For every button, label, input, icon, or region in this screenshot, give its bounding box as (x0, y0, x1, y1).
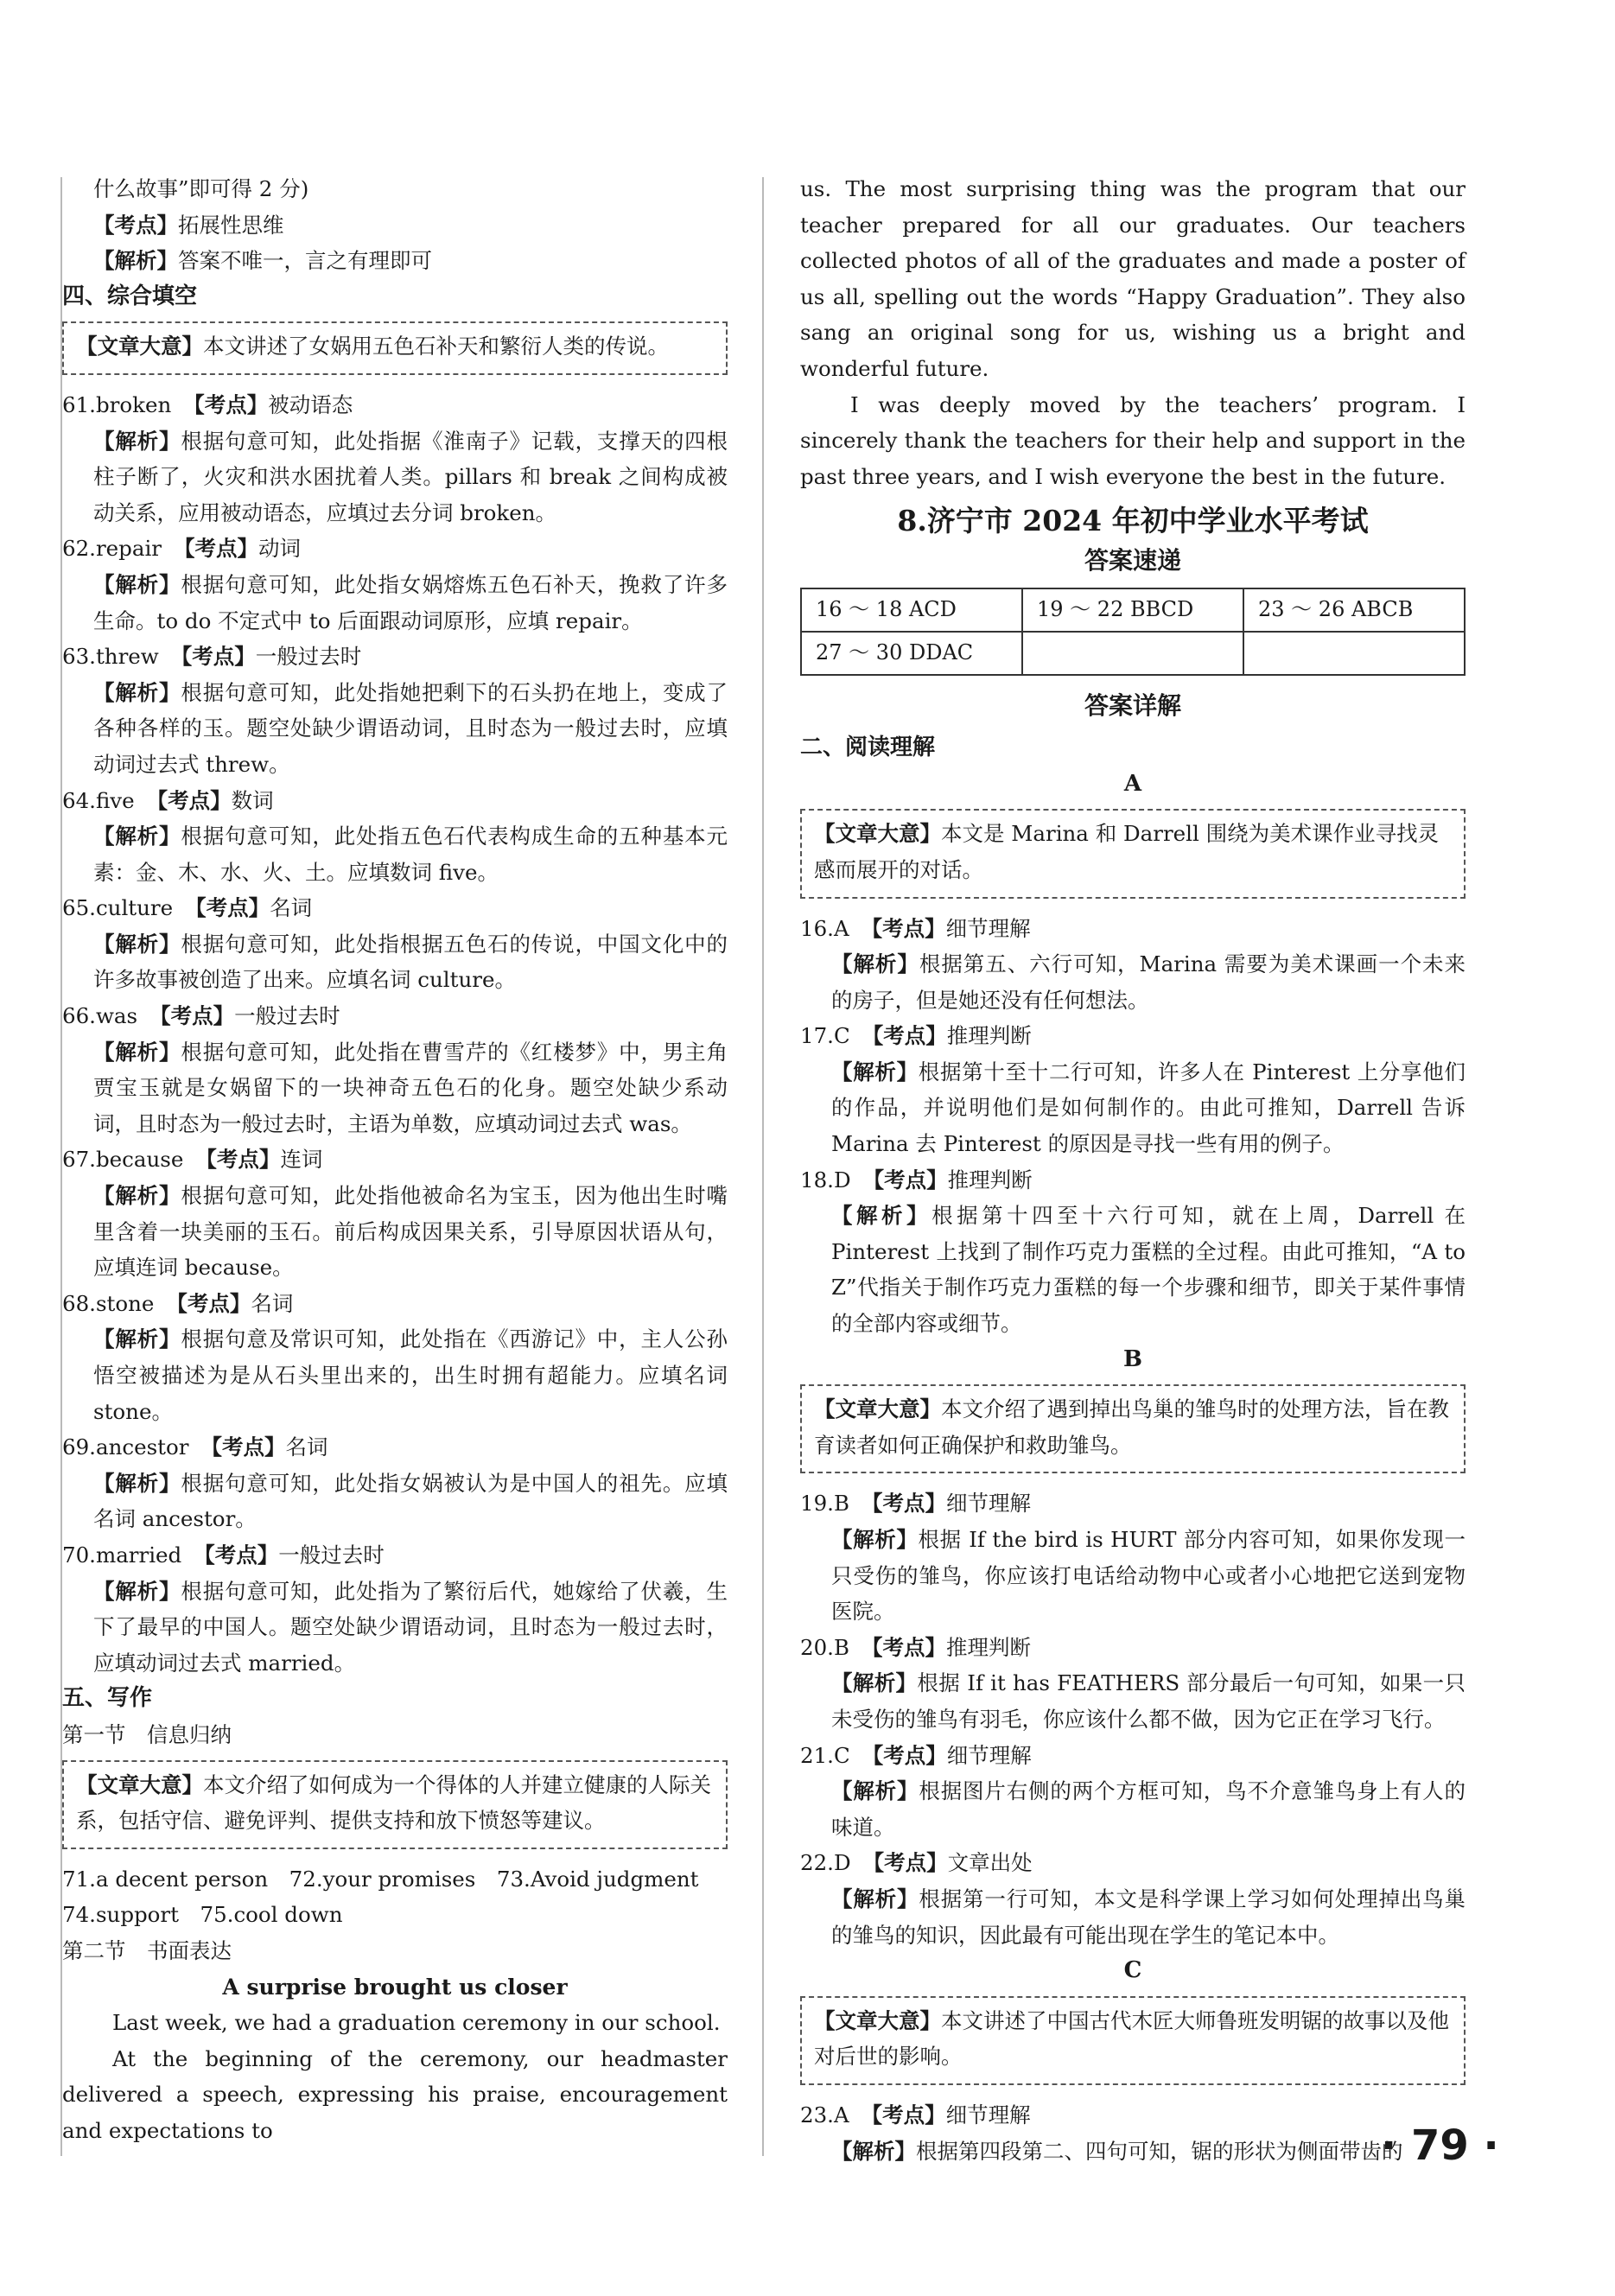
jiexi-line (62, 243, 728, 279)
kaodian-text: 推理判断 (947, 1167, 1033, 1193)
table-cell: 16 ～ 18 ACD (801, 588, 1022, 632)
answer-header (62, 387, 728, 423)
passage-label-a: A (1123, 770, 1142, 797)
passage-label-c: C (1123, 1957, 1142, 1984)
jiexi-paragraph (62, 1321, 728, 1429)
kaodian-text: 名词 (270, 895, 313, 921)
jiexi-paragraph (800, 1665, 1466, 1737)
answer-header (800, 1485, 1466, 1522)
kaodian-text: 细节理解 (945, 915, 1031, 941)
jiexi-text: 根据第一行可知，本文是科学课上学习如何处理掉出鸟巢的雏鸟的知识，因此最有可能出现在学生的笔记本中。 (831, 1886, 1466, 1948)
kaodian-tag: 【考点】 (170, 644, 256, 670)
kaodian-tag: 【考点】 (146, 787, 232, 813)
kaodian-line (62, 207, 728, 244)
jiexi-tag: 【解析】 (93, 1470, 181, 1496)
kaodian-tag: 【考点】 (174, 536, 259, 562)
jiexi-tag: 【解析】 (93, 824, 181, 849)
jiexi-text: 根据第四段第二、四句可知，锯的形状为侧面带齿的 (916, 2138, 1403, 2164)
question-answer: 19.B (800, 1491, 849, 1517)
answer-header (62, 639, 728, 675)
kaodian-tag: 【考点】 (166, 1290, 251, 1316)
jiexi-tag: 【解析】 (93, 679, 181, 705)
jiexi-tag: 【解析】 (831, 1203, 932, 1229)
jiexi-text: 根据句意可知，此处指女娲被认为是中国人的祖先。应填名词 ancestor。 (93, 1470, 728, 1532)
question-answer: 70.married (62, 1542, 182, 1568)
jiexi-tag: 【解析】 (93, 1326, 181, 1352)
answer-header (800, 1018, 1466, 1054)
answer-list (800, 911, 1466, 1342)
jiexi-text: 根据句意可知，此处指女娲熔炼五色石补天，挽救了许多生命。to do 不定式中 to 后面跟动词原形，应填 repair。 (93, 571, 728, 633)
jiexi-tag: 【解析】 (93, 931, 181, 957)
answer-header (800, 2097, 1466, 2134)
question-answer: 20.B (800, 1634, 849, 1660)
answer-header (62, 1429, 728, 1466)
answer-list (62, 387, 728, 1681)
question-answer: 23.A (800, 2102, 849, 2127)
kaodian-text: 一般过去时 (255, 644, 362, 670)
kaodian-text: 名词 (285, 1434, 328, 1460)
question-answer: 67.because (62, 1147, 184, 1173)
answer-header (800, 1845, 1466, 1881)
kaodian-tag: 【考点】 (861, 2102, 946, 2127)
kaodian-tag: 【考点】 (93, 212, 178, 238)
kaodian-text: 名词 (251, 1290, 294, 1316)
exam-title: 8.济宁市 2024 年初中学业水平考试 (897, 504, 1369, 538)
question-answer: 22.D (800, 1850, 851, 1876)
line-continuation: 什么故事”即可得 2 分) (93, 176, 309, 201)
jiexi-paragraph (62, 1178, 728, 1286)
answer-header (62, 783, 728, 819)
jiexi-paragraph (800, 1522, 1466, 1630)
kaodian-text: 一般过去时 (234, 1003, 340, 1029)
summary-tag: 【文章大意】 (814, 821, 941, 847)
jiexi-paragraph (800, 1054, 1466, 1162)
answer-header (800, 1162, 1466, 1199)
jiexi-text: 根据句意可知，此处指五色石代表构成生命的五种基本元素：金、木、水、火、土。应填数词 five。 (93, 824, 728, 885)
jiexi-tag: 【解析】 (93, 571, 181, 597)
jiexi-paragraph (62, 675, 728, 783)
summary-text: 本文讲述了女娲用五色石补天和繁衍人类的传说。 (203, 334, 669, 359)
jiexi-text: 根据句意可知，此处指为了繁衍后代，她嫁给了伏羲，生下了最早的中国人。题空处缺少谓语动词，且时态为一般过去时，应填动词过去式 married。 (93, 1578, 728, 1676)
column-divider (762, 177, 764, 2156)
jiexi-paragraph (62, 926, 728, 998)
summary-tag: 【文章大意】 (814, 2007, 941, 2033)
kaodian-text: 细节理解 (946, 1742, 1032, 1768)
answers-71-73: 71.a decent person 72.your promises 73.Avoid judgment (62, 1866, 699, 1892)
kaodian-tag: 【考点】 (862, 1023, 947, 1049)
kaodian-tag: 【考点】 (862, 1742, 947, 1768)
summary-box (62, 1760, 728, 1849)
answer-header (800, 1630, 1466, 1666)
question-answer: 16.A (800, 915, 849, 941)
kaodian-tag: 【考点】 (861, 1491, 946, 1517)
jiexi-text: 根据句意及常识可知，此处指在《西游记》中，主人公孙悟空被描述为是从石头里出来的，出生时拥有超能力。应填名词 stone。 (93, 1326, 728, 1424)
answer-header (62, 1142, 728, 1178)
section-heading-2: 二、阅读理解 (800, 735, 936, 761)
kaodian-tag: 【考点】 (862, 1850, 948, 1876)
summary-text: 本文讲述了中国古代木匠大师鲁班发明锯的故事以及他对后世的影响。 (814, 2007, 1449, 2070)
summary-tag: 【文章大意】 (76, 334, 203, 359)
summary-tag: 【文章大意】 (76, 1771, 203, 1797)
kaodian-tag: 【考点】 (861, 915, 946, 941)
jiexi-tag: 【解析】 (831, 1059, 919, 1084)
table-cell: 19 ～ 22 BBCD (1022, 588, 1243, 632)
question-answer: 17.C (800, 1023, 850, 1049)
jiexi-text: 根据句意可知，此处指据《淮南子》记载，支撑天的四根柱子断了，火灾和洪水困扰着人类。pillars 和 break 之间构成被动关系，应用被动语态，应填过去分词 broken。 (93, 428, 728, 525)
answer-header (62, 1286, 728, 1322)
jiexi-text: 根据第五、六行可知，Marina 需要为美术课画一个未来的房子，但是她还没有任何想法。 (831, 951, 1466, 1013)
section-heading-4: 四、综合填空 (62, 283, 198, 309)
jiexi-paragraph (62, 1574, 728, 1682)
kaodian-text: 拓展性思维 (178, 212, 284, 238)
kaodian-tag: 【考点】 (200, 1434, 286, 1460)
question-answer: 66.was (62, 1003, 138, 1029)
part-heading-1: 第一节 信息归纳 (62, 1721, 232, 1747)
essay-paragraph: Last week, we had a graduation ceremony in our school. (112, 2010, 721, 2036)
jiexi-text: 根据句意可知，此处指在曹雪芹的《红楼梦》中，男主角贾宝玉就是女娲留下的一块神奇五色石的化身。题空处缺少系动词，且时态为一般过去时，主语为单数，应填动词过去式 was。 (93, 1039, 728, 1136)
right-column (800, 171, 1466, 2169)
kaodian-text: 连词 (280, 1147, 323, 1173)
kaodian-tag: 【考点】 (185, 895, 270, 921)
detailed-answers-heading: 答案详解 (1084, 690, 1181, 720)
kaodian-tag: 【考点】 (195, 1147, 281, 1173)
question-answer: 64.five (62, 787, 135, 813)
answer-list (800, 1485, 1466, 1953)
jiexi-tag: 【解析】 (831, 2138, 916, 2164)
jiexi-tag: 【解析】 (831, 1527, 919, 1552)
jiexi-tag: 【解析】 (831, 1670, 918, 1696)
kaodian-tag: 【考点】 (149, 1003, 235, 1029)
kaodian-text: 一般过去时 (278, 1542, 385, 1568)
part-heading-2: 第二节 书面表达 (62, 1937, 232, 1963)
jiexi-paragraph (62, 567, 728, 639)
kaodian-tag: 【考点】 (183, 391, 269, 417)
summary-box (800, 809, 1466, 898)
table-row (801, 632, 1465, 675)
answer-header (62, 1537, 728, 1574)
kaodian-tag: 【考点】 (862, 1167, 948, 1193)
question-answer: 21.C (800, 1742, 850, 1768)
kaodian-tag: 【考点】 (861, 1634, 946, 1660)
question-answer: 65.culture (62, 895, 174, 921)
summary-text: 本文是 Marina 和 Darrell 围绕为美术课作业寻找灵感而展开的对话。 (814, 821, 1440, 882)
question-answer: 18.D (800, 1167, 851, 1193)
jiexi-tag: 【解析】 (831, 951, 919, 977)
jiexi-paragraph (62, 818, 728, 890)
kaodian-text: 被动语态 (268, 391, 353, 417)
quick-answers-heading: 答案速递 (1084, 545, 1181, 575)
kaodian-text: 推理判断 (945, 1634, 1031, 1660)
jiexi-tag: 【解析】 (93, 1039, 181, 1065)
jiexi-paragraph (800, 1198, 1466, 1341)
answer-header (62, 890, 728, 926)
kaodian-text: 细节理解 (945, 1491, 1031, 1517)
jiexi-paragraph (62, 1034, 728, 1142)
jiexi-text: 答案不唯一，言之有理即可 (178, 248, 432, 274)
answer-header (800, 911, 1466, 947)
passage-label-b: B (1123, 1345, 1142, 1372)
essay-title: A surprise brought us closer (222, 1974, 568, 2000)
table-row (801, 588, 1465, 632)
question-answer: 68.stone (62, 1290, 155, 1316)
summary-box (800, 1996, 1466, 2085)
answer-header (62, 531, 728, 567)
jiexi-paragraph (62, 423, 728, 531)
answer-table (800, 588, 1466, 676)
table-cell: 23 ～ 26 ABCB (1243, 588, 1465, 632)
essay-paragraph: At the beginning of the ceremony, our headmaster delivered a speech, expressing his praise, encouragement and expectations to (62, 2045, 728, 2143)
jiexi-text: 根据句意可知，此处指他被命名为宝玉，因为他出生时嘴里含着一块美丽的玉石。前后构成因果关系，引导原因状语从句，应填连词 because。 (93, 1183, 728, 1281)
jiexi-text: 根据 If the bird is HURT 部分内容可知，如果你发现一只受伤的雏鸟，你应该打电话给动物中心或者小心地把它送到宠物医院。 (831, 1527, 1466, 1625)
jiexi-tag: 【解析】 (93, 428, 181, 454)
question-answer: 63.threw (62, 644, 159, 670)
essay-paragraph: us. The most surprising thing was the program that our teacher prepared for all our graduates. Our teachers collected photos of all of the graduates and made a poster of us all, spelling out the words “Happy Graduation”. They also sang an original song for us, wishing us a bright and wonderful future. (800, 176, 1466, 381)
essay-paragraph: I was deeply moved by the teachers’ program. I sincerely thank the teachers for their help and support in the past three years, and I wish everyone the best in the future. (800, 391, 1466, 489)
summary-tag: 【文章大意】 (814, 1396, 941, 1422)
answers-74-75: 74.support 75.cool down (62, 1902, 343, 1928)
jiexi-paragraph (800, 1773, 1466, 1845)
summary-text: 本文介绍了遇到掉出鸟巢的雏鸟时的处理方法，旨在教育读者如何正确保护和救助雏鸟。 (814, 1396, 1449, 1458)
jiexi-tag: 【解析】 (93, 1578, 181, 1604)
kaodian-text: 数词 (231, 787, 274, 813)
summary-box (800, 1384, 1466, 1473)
jiexi-text: 根据句意可知，此处指根据五色石的传说，中国文化中的许多故事被创造了出来。应填名词 culture。 (93, 931, 728, 993)
answer-list (800, 2097, 1466, 2169)
section-heading-5: 五、写作 (62, 1685, 153, 1712)
jiexi-text: 根据第十四至十六行可知，就在上周，Darrell 在 Pinterest 上找到了制作巧克力蛋糕的全过程。由此可推知，“A to Z”代指关于制作巧克力蛋糕的每一个步骤和细节，即关于某件事情的全部内容或细节。 (831, 1203, 1466, 1337)
kaodian-text: 细节理解 (945, 2102, 1031, 2127)
jiexi-text: 根据 If it has FEATHERS 部分最后一句可知，如果一只未受伤的雏鸟有羽毛，你应该什么都不做，因为它正在学习飞行。 (831, 1670, 1466, 1732)
summary-text: 本文介绍了如何成为一个得体的人并建立健康的人际关系，包括守信、避免评判、提供支持和放下愤怒等建议。 (76, 1771, 711, 1834)
kaodian-tag: 【考点】 (194, 1542, 279, 1568)
question-answer: 69.ancestor (62, 1434, 189, 1460)
jiexi-text: 根据第十至十二行可知，许多人在 Pinterest 上分享他们的作品，并说明他们是如何制作的。由此可推知，Darrell 告诉 Marina 去 Pinterest 的原因是寻找一些有用的例子。 (831, 1059, 1466, 1157)
jiexi-tag: 【解析】 (93, 248, 178, 274)
jiexi-paragraph (800, 1881, 1466, 1953)
jiexi-text: 根据句意可知，此处指她把剩下的石头扔在地上，变成了各种各样的玉。题空处缺少谓语动词，且时态为一般过去时，应填动词过去式 threw。 (93, 679, 728, 777)
jiexi-paragraph (62, 1466, 728, 1537)
answer-header (62, 998, 728, 1034)
jiexi-tag: 【解析】 (831, 1778, 919, 1804)
jiexi-paragraph (800, 2134, 1466, 2170)
kaodian-text: 推理判断 (946, 1023, 1032, 1049)
question-answer: 62.repair (62, 536, 162, 562)
table-cell (1243, 632, 1465, 675)
page-number: · 79 · (1381, 2121, 1499, 2170)
left-column (62, 171, 728, 2148)
jiexi-tag: 【解析】 (93, 1183, 181, 1209)
answer-header (800, 1738, 1466, 1774)
table-cell: 27 ～ 30 DDAC (801, 632, 1022, 675)
summary-box (62, 321, 728, 375)
question-answer: 61.broken (62, 391, 172, 417)
kaodian-text: 文章出处 (947, 1850, 1033, 1876)
kaodian-text: 动词 (258, 536, 302, 562)
jiexi-paragraph (800, 946, 1466, 1018)
table-cell (1022, 632, 1243, 675)
jiexi-tag: 【解析】 (831, 1886, 919, 1911)
jiexi-text: 根据图片右侧的两个方框可知，鸟不介意雏鸟身上有人的味道。 (831, 1778, 1466, 1840)
